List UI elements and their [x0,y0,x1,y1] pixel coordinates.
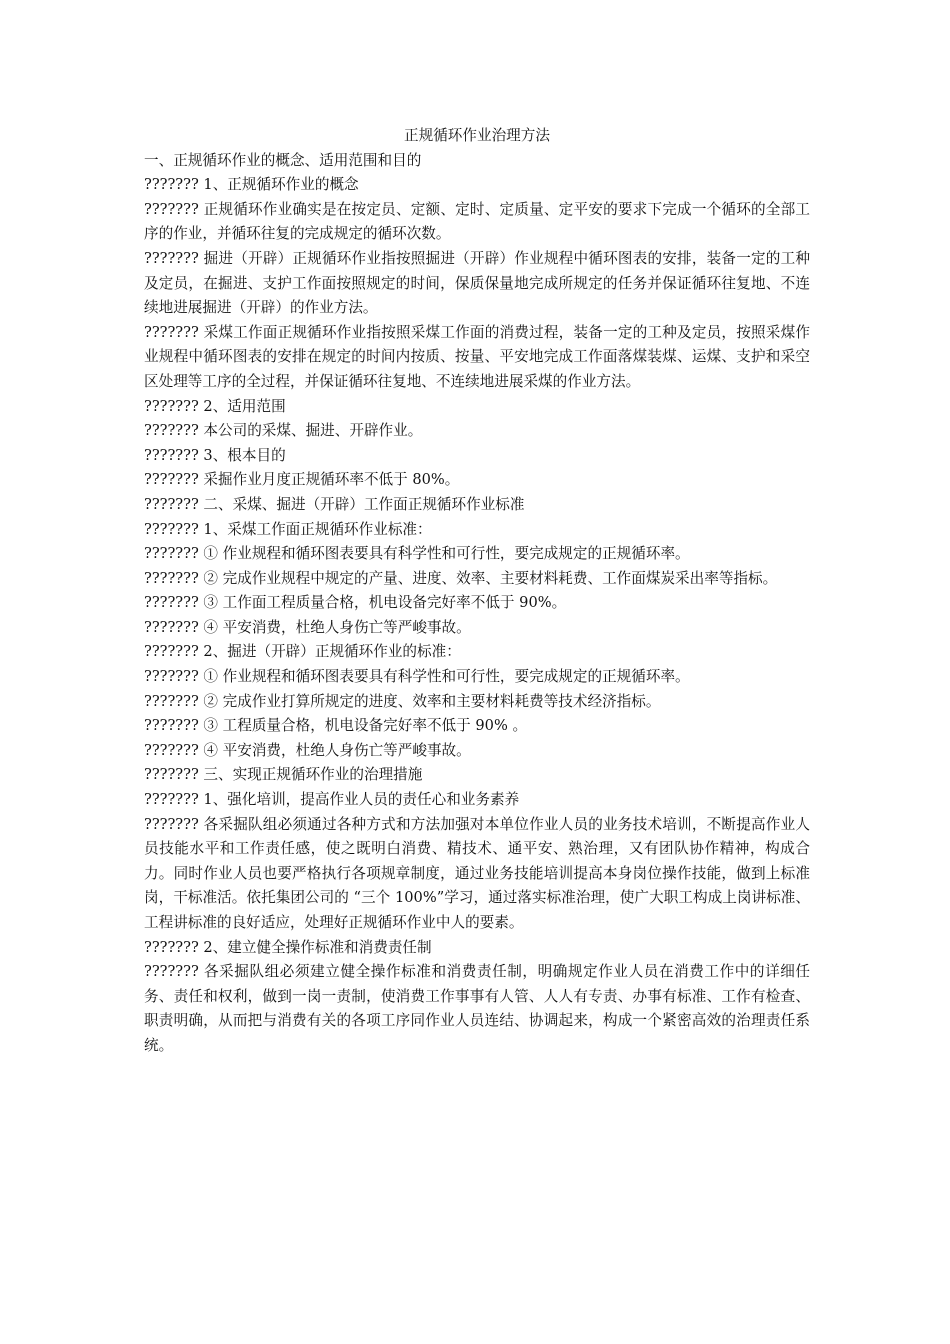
list-item-tunneling-2: ??????? ② 完成作业打算所规定的进度、效率和主要材料耗费等技术经济指标。 [144,692,661,710]
list-item-tunneling-4: ??????? ④ 平安消费，杜绝人身伤亡等严峻事故。 [144,741,471,759]
subheading-concept: ??????? 1、正规循环作业的概念 [144,176,359,194]
subheading-training: ??????? 1、强化培训，提高作业人员的责任心和业务素养 [144,791,520,809]
paragraph-definition: ??????? 正规循环作业确实是在按定员、定额、定时、定质量、定平安的要求下完成一个循环的全部工序的作业，并循环往复的完成规定的循环次数。 [144,200,810,243]
heading-section-3: ??????? 三、实现正规循环作业的治理措施 [144,766,423,784]
paragraph-tunneling-definition: ??????? 掘进（开辟）正规循环作业指按照掘进（开辟）作业规程中循环图表的安排，装备一定的工种及定员，在掘进、支护工作面按照规定的时间，保质保量地完成所规定的任务并保证循环往复地、不连续地进展掘进（开辟）的作业方法。 [144,249,810,317]
subheading-purpose: ??????? 3、根本目的 [144,446,286,464]
document-title: 正规循环作业治理方法 [404,127,550,144]
paragraph-responsibility: ??????? 各采掘队组必须建立健全操作标准和消费责任制，明确规定作业人员在消费工作中的详细任务、责任和权利，做到一岗一责制，使消费工作事事有人管、人人有专责、办事有标准、工作有检查、职责明确，从而把与消费有关的各项工序同作业人员连结、协调起来，构成一个紧密高效的治理责任系统。 [144,963,810,1054]
paragraph-purpose: ??????? 采掘作业月度正规循环率不低于 80%。 [144,471,460,489]
heading-section-1: 一、正规循环作业的概念、适用范围和目的 [144,151,422,169]
subheading-scope: ??????? 2、适用范围 [144,397,286,415]
subheading-mining-standard: ??????? 1、采煤工作面正规循环作业标准： [144,520,432,538]
subheading-responsibility: ??????? 2、建立健全操作标准和消费责任制 [144,938,432,956]
list-item-mining-4: ??????? ④ 平安消费，杜绝人身伤亡等严峻事故。 [144,618,471,636]
list-item-mining-1: ??????? ① 作业规程和循环图表要具有科学性和可行性，要完成规定的正规循环率。 [144,545,690,563]
document-body [144,124,810,1059]
heading-section-2: ??????? 二、采煤、掘进（开辟）工作面正规循环作业标准 [144,495,525,513]
list-item-mining-2: ??????? ② 完成作业规程中规定的产量、进度、效率、主要材料耗费、工作面煤炭采出率等指标。 [144,569,778,587]
paragraph-scope: ??????? 本公司的采煤、掘进、开辟作业。 [144,422,423,440]
paragraph-mining-definition: ??????? 采煤工作面正规循环作业指按照采煤工作面的消费过程，装备一定的工种及定员，按照采煤作业规程中循环图表的安排在规定的时间内按质、按量、平安地完成工作面落煤装煤、运煤、支护和采空区处理等工序的全过程，并保证循环往复地、不连续地进展采煤的作业方法。 [144,323,810,390]
list-item-mining-3: ??????? ③ 工作面工程质量合格，机电设备完好率不低于 90%。 [144,594,567,612]
paragraph-training: ??????? 各采掘队组必须通过各种方式和方法加强对本单位作业人员的业务技术培训，不断提高作业人员技能水平和工作责任感，使之既明白消费、精技术、通平安、熟治理，又有团队协作精神，构成合力。同时作业人员也要严格执行各项规章制度，通过业务技能培训提高本身岗位操作技能，做到上标准岗，干标准活。依托集团公司的 “三个 100%”学习，通过落实标准治理，使广大职工构成上岗讲标准、工程讲标准的良好适应，处理好正规循环作业中人的要素。 [144,815,810,931]
list-item-tunneling-1: ??????? ① 作业规程和循环图表要具有科学性和可行性，要完成规定的正规循环率。 [144,668,690,686]
subheading-tunneling-standard: ??????? 2、掘进（开辟）正规循环作业的标准： [144,643,461,661]
list-item-tunneling-3: ??????? ③ 工程质量合格，机电设备完好率不低于 90% 。 [144,717,528,735]
